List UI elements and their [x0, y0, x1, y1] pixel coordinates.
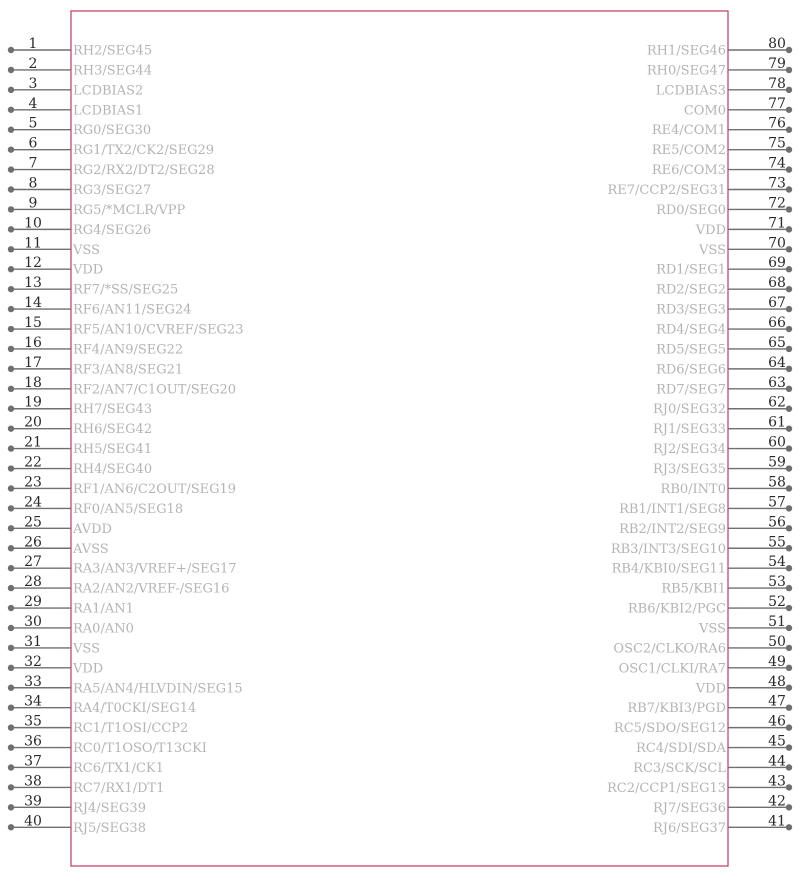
pin-end-dot	[8, 704, 14, 710]
pin-number: 80	[768, 36, 786, 52]
pin-end-dot	[8, 47, 14, 53]
pin-number: 71	[768, 215, 786, 232]
pin-number: 66	[768, 315, 786, 332]
pin-end-dot	[8, 127, 14, 133]
pin-name: RH1/SEG46	[646, 43, 726, 59]
pin-number: 9	[28, 195, 38, 212]
pin-end-dot	[8, 485, 14, 491]
pin-end-dot	[8, 724, 14, 730]
pin-end-dot	[8, 166, 14, 172]
pin-number: 79	[768, 55, 786, 72]
pin-number: 50	[768, 633, 786, 650]
pin-number: 27	[24, 554, 42, 571]
pin-end-dot	[786, 764, 792, 770]
pin-end-dot	[786, 545, 792, 551]
pin-number: 73	[768, 175, 786, 192]
pin-number: 61	[768, 414, 786, 431]
pin-name: RC0/T1OSO/T13CKI	[73, 741, 207, 757]
pin-end-dot	[786, 67, 792, 73]
pin-number: 38	[24, 773, 42, 790]
pin-26	[8, 534, 109, 557]
pin-number: 62	[768, 394, 786, 411]
pin-end-dot	[786, 585, 792, 591]
pin-end-dot	[786, 127, 792, 133]
pin-name: RH6/SEG42	[73, 422, 153, 438]
pin-name: RG2/RX2/DT2/SEG28	[73, 163, 215, 179]
pin-name: RG5/*MCLR/VPP	[73, 202, 186, 218]
pin-name: RD6/SEG6	[656, 362, 726, 378]
pin-number: 49	[768, 653, 786, 670]
pin-end-dot	[786, 87, 792, 93]
pin-name: VDD	[695, 222, 726, 238]
pin-end-dot	[8, 206, 14, 212]
pin-end-dot	[8, 605, 14, 611]
pin-6	[8, 136, 214, 159]
pin-7	[8, 156, 215, 179]
pin-name: RA3/AN3/VREF+/SEG17	[73, 561, 237, 577]
pin-number: 76	[768, 115, 786, 132]
pin-end-dot	[786, 645, 792, 651]
pin-name: RJ2/SEG34	[653, 442, 726, 458]
pin-name: LCDBIAS2	[73, 83, 144, 99]
pin-name: VDD	[695, 681, 726, 697]
pin-end-dot	[786, 804, 792, 810]
pin-end-dot	[786, 465, 792, 471]
pin-name: RA4/T0CKI/SEG14	[73, 701, 197, 717]
pin-end-dot	[786, 824, 792, 830]
pin-name: RD4/SEG4	[656, 322, 726, 338]
pin-number: 22	[24, 454, 42, 471]
pin-name: VSS	[699, 621, 726, 637]
pin-end-dot	[8, 505, 14, 511]
pin-18	[8, 375, 236, 398]
pin-end-dot	[8, 545, 14, 551]
pin-number: 60	[768, 434, 786, 451]
pin-name: OSC1/CLKI/RA7	[618, 661, 726, 677]
pin-number: 18	[24, 374, 42, 391]
pin-end-dot	[8, 465, 14, 471]
pin-number: 55	[768, 534, 786, 551]
pin-number: 6	[28, 135, 38, 152]
pin-number: 51	[768, 613, 786, 630]
pin-name: RF4/AN9/SEG22	[73, 342, 184, 358]
pin-name: RB4/KBI0/SEG11	[611, 561, 726, 577]
pin-name: RF7/*SS/SEG25	[73, 282, 179, 298]
pin-end-dot	[786, 525, 792, 531]
pin-name: RF5/AN10/CVREF/SEG23	[73, 322, 244, 338]
pin-number: 5	[28, 115, 38, 132]
pin-57	[619, 494, 792, 517]
pin-number: 7	[28, 155, 38, 172]
pin-33	[8, 674, 243, 697]
pin-name: RG3/SEG27	[73, 183, 152, 199]
pin-31	[8, 634, 100, 657]
pin-number: 30	[24, 613, 42, 630]
pin-number: 12	[24, 255, 42, 272]
pin-number: 23	[24, 474, 42, 491]
ic-body	[71, 11, 728, 866]
pin-name: RJ5/SEG38	[73, 820, 146, 836]
pin-number: 53	[768, 574, 786, 591]
pin-end-dot	[8, 87, 14, 93]
pin-49	[619, 654, 793, 677]
pin-end-dot	[8, 425, 14, 431]
pin-number: 40	[24, 813, 42, 830]
pin-name: RB7/KBI3/PGD	[627, 701, 726, 717]
pin-name: RE5/COM2	[651, 143, 726, 159]
pin-number: 10	[24, 215, 42, 232]
pin-name: VDD	[73, 661, 104, 677]
pin-end-dot	[786, 425, 792, 431]
pin-number: 70	[768, 235, 786, 252]
pin-number: 63	[768, 374, 786, 391]
pin-name: RC2/CCP1/SEG13	[607, 780, 726, 796]
pin-number: 68	[768, 275, 786, 292]
pin-end-dot	[786, 107, 792, 113]
pin-name: RG4/SEG26	[73, 222, 152, 238]
pin-number: 29	[24, 594, 42, 611]
pin-end-dot	[786, 445, 792, 451]
pin-number: 3	[28, 75, 38, 92]
pin-end-dot	[786, 346, 792, 352]
pin-end-dot	[8, 585, 14, 591]
left-pin-column	[8, 36, 244, 836]
pin-end-dot	[786, 704, 792, 710]
pin-name: RE4/COM1	[651, 123, 726, 139]
pin-end-dot	[786, 724, 792, 730]
pin-12	[8, 255, 103, 278]
pin-name: RE6/COM3	[651, 163, 726, 179]
pin-name: RB3/INT3/SEG10	[610, 541, 726, 557]
pin-27	[8, 554, 237, 577]
pin-41	[653, 813, 792, 836]
pin-number: 77	[768, 95, 786, 112]
pin-number: 48	[768, 673, 786, 690]
pin-end-dot	[786, 366, 792, 372]
pin-end-dot	[8, 186, 14, 192]
pin-name: VSS	[73, 242, 100, 258]
right-pin-column	[607, 36, 792, 836]
pin-end-dot	[786, 266, 792, 272]
pin-name: RJ1/SEG33	[653, 422, 726, 438]
pin-end-dot	[8, 645, 14, 651]
pin-number: 25	[24, 514, 42, 531]
pin-23	[8, 474, 236, 497]
pin-number: 1	[28, 36, 38, 52]
pin-name: RA5/AN4/HLVDIN/SEG15	[73, 681, 243, 697]
pin-name: RC5/SDO/SEG12	[613, 721, 726, 737]
pin-name: RC4/SDI/SDA	[636, 741, 726, 757]
pin-name: RH5/SEG41	[73, 442, 153, 458]
pin-number: 57	[768, 494, 786, 511]
pin-end-dot	[8, 565, 14, 571]
pin-name: LCDBIAS1	[73, 103, 144, 119]
pin-end-dot	[8, 346, 14, 352]
pin-name: RA2/AN2/VREF-/SEG16	[73, 581, 230, 597]
pin-name: RG0/SEG30	[73, 123, 152, 139]
pin-name: RH2/SEG45	[73, 43, 153, 59]
pin-name: RF6/AN11/SEG24	[73, 302, 192, 318]
pin-name: RA0/AN0	[73, 621, 134, 637]
pin-number: 36	[24, 733, 42, 750]
pin-number: 45	[768, 733, 786, 750]
pin-number: 14	[24, 295, 42, 312]
pin-name: AVDD	[73, 521, 112, 537]
pin-11	[8, 235, 100, 257]
pin-end-dot	[786, 565, 792, 571]
pin-number: 20	[24, 414, 42, 431]
pin-15	[8, 315, 244, 338]
pin-name: RB2/INT2/SEG9	[619, 521, 726, 537]
pin-number: 19	[24, 394, 42, 411]
pin-number: 35	[24, 713, 42, 730]
pin-end-dot	[786, 784, 792, 790]
pin-end-dot	[786, 386, 792, 392]
pin-name: RD2/SEG2	[656, 282, 726, 298]
pin-end-dot	[8, 326, 14, 332]
pin-number: 74	[768, 155, 786, 172]
pin-number: 8	[28, 175, 38, 192]
pin-end-dot	[8, 107, 14, 113]
pin-number: 72	[768, 195, 786, 212]
pin-number: 24	[24, 494, 42, 511]
pin-end-dot	[786, 206, 792, 212]
pin-end-dot	[786, 186, 792, 192]
pin-end-dot	[786, 406, 792, 412]
pin-end-dot	[8, 685, 14, 691]
pin-number: 28	[24, 574, 42, 591]
pin-number: 43	[768, 773, 786, 790]
pin-name: RD1/SEG1	[656, 262, 726, 278]
pin-name: RB6/KBI2/PGC	[627, 601, 726, 617]
pin-number: 65	[768, 334, 786, 351]
pin-number: 32	[24, 653, 42, 670]
pin-number: 31	[24, 633, 42, 650]
pin-name: RH3/SEG44	[73, 63, 153, 79]
pin-end-dot	[8, 306, 14, 312]
pin-end-dot	[786, 744, 792, 750]
pin-name: RH0/SEG47	[646, 63, 726, 79]
pin-32	[8, 654, 103, 677]
pin-46	[614, 714, 792, 737]
pin-number: 42	[768, 793, 786, 810]
pin-name: RJ3/SEG35	[653, 462, 726, 478]
pin-number: 13	[24, 275, 42, 292]
pin-end-dot	[786, 166, 792, 172]
pin-end-dot	[786, 685, 792, 691]
pin-name: RH7/SEG43	[73, 402, 153, 418]
pin-end-dot	[8, 445, 14, 451]
pin-name: RD5/SEG5	[656, 342, 726, 358]
pin-name: RD3/SEG3	[656, 302, 726, 318]
pin-number: 75	[768, 135, 786, 152]
pin-number: 33	[24, 673, 42, 690]
pin-end-dot	[786, 485, 792, 491]
pin-number: 11	[24, 235, 42, 252]
pin-end-dot	[786, 226, 792, 232]
pin-end-dot	[8, 67, 14, 73]
pin-number: 21	[24, 434, 42, 451]
pin-number: 78	[768, 75, 786, 92]
pin-end-dot	[8, 266, 14, 272]
pin-name: LCDBIAS3	[655, 83, 726, 99]
pin-number: 4	[28, 95, 38, 112]
pin-name: RF0/AN5/SEG18	[73, 501, 184, 517]
pin-end-dot	[8, 246, 14, 252]
pin-end-dot	[8, 784, 14, 790]
pin-end-dot	[786, 286, 792, 292]
pin-56	[619, 514, 792, 537]
pin-number: 17	[24, 354, 42, 371]
pin-end-dot	[8, 286, 14, 292]
pin-end-dot	[786, 605, 792, 611]
pin-number: 46	[768, 713, 786, 730]
pin-name: RD7/SEG7	[656, 382, 726, 398]
pin-end-dot	[8, 226, 14, 232]
pin-number: 54	[768, 554, 786, 571]
pin-number: 69	[768, 255, 786, 272]
pin-40	[8, 813, 146, 836]
pin-name: RC7/RX1/DT1	[73, 780, 165, 796]
pin-name: RC1/T1OSI/CCP2	[73, 721, 189, 737]
pin-number: 52	[768, 594, 786, 611]
pin-73	[607, 176, 792, 199]
pin-name: OSC2/CLKO/RA6	[613, 641, 726, 657]
pin-end-dot	[8, 525, 14, 531]
pin-name: RB0/INT0	[660, 481, 726, 497]
pin-number: 56	[768, 514, 786, 531]
pin-end-dot	[8, 406, 14, 412]
pin-name: RB1/INT1/SEG8	[619, 501, 726, 517]
pin-name: RE7/CCP2/SEG31	[607, 183, 726, 199]
pin-name: RD0/SEG0	[656, 202, 726, 218]
pin-name: COM0	[683, 103, 726, 119]
pin-end-dot	[8, 386, 14, 392]
pin-end-dot	[8, 764, 14, 770]
pin-name: RF2/AN7/C1OUT/SEG20	[73, 382, 237, 398]
pin-end-dot	[786, 505, 792, 511]
pin-name: RC3/SCK/SCL	[633, 760, 726, 776]
pin-name: AVSS	[73, 541, 109, 557]
pin-number: 26	[24, 534, 42, 551]
pin-number: 47	[768, 693, 786, 710]
pin-name: RB5/KBI1	[661, 581, 726, 597]
pin-end-dot	[8, 804, 14, 810]
pin-name: VDD	[73, 262, 104, 278]
pin-end-dot	[8, 824, 14, 830]
pin-end-dot	[8, 625, 14, 631]
pin-end-dot	[786, 665, 792, 671]
pin-end-dot	[786, 246, 792, 252]
pin-name: RC6/TX1/CK1	[73, 760, 164, 776]
pin-name: RH4/SEG40	[73, 462, 153, 478]
pin-number: 44	[768, 753, 786, 770]
pin-number: 58	[768, 474, 786, 491]
pin-name: RJ0/SEG32	[653, 402, 726, 418]
pin-end-dot	[8, 146, 14, 152]
pin-name: RG1/TX2/CK2/SEG29	[73, 143, 215, 159]
pin-50	[613, 634, 792, 657]
pin-number: 67	[768, 295, 786, 312]
pin-name: RJ4/SEG39	[73, 800, 146, 816]
pin-55	[611, 534, 792, 557]
pin-end-dot	[786, 47, 792, 53]
pin-name: RA1/AN1	[73, 601, 134, 617]
pin-end-dot	[786, 146, 792, 152]
pin-number: 59	[768, 454, 786, 471]
pin-number: 16	[24, 334, 42, 351]
pin-end-dot	[8, 665, 14, 671]
pin-name: VSS	[73, 641, 100, 657]
pin-name: VSS	[699, 242, 726, 258]
pin-name: RF1/AN6/C2OUT/SEG19	[73, 481, 237, 497]
pin-end-dot	[8, 366, 14, 372]
pin-end-dot	[786, 625, 792, 631]
pin-54	[612, 554, 793, 577]
pin-number: 15	[24, 315, 42, 332]
pin-number: 39	[24, 793, 42, 810]
pin-name: RJ6/SEG37	[653, 820, 726, 836]
pin-number: 64	[768, 354, 786, 371]
pin-name: RJ7/SEG36	[653, 800, 726, 816]
pin-number: 34	[24, 693, 42, 710]
pin-43	[607, 773, 792, 796]
pin-number: 37	[24, 753, 42, 770]
pin-number: 41	[768, 813, 786, 830]
pin-number: 2	[28, 55, 38, 72]
pin-name: RF3/AN8/SEG21	[73, 362, 184, 378]
pin-end-dot	[786, 326, 792, 332]
pin-end-dot	[786, 306, 792, 312]
pin-end-dot	[8, 744, 14, 750]
